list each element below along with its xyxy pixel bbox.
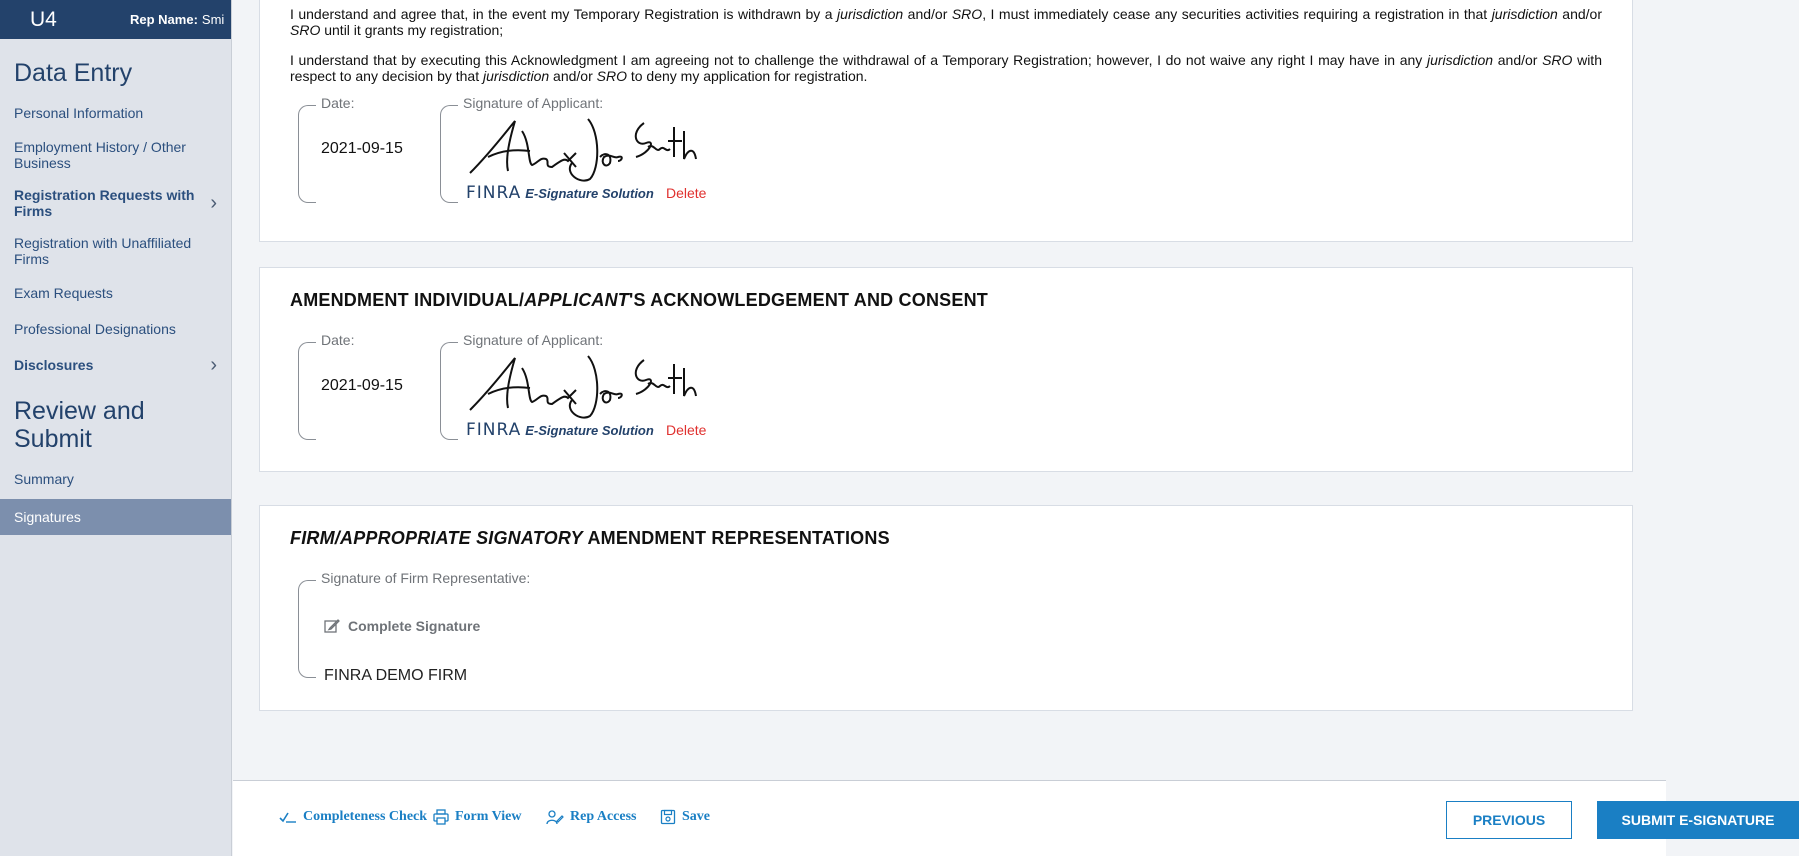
complete-signature-label: Complete Signature: [348, 618, 481, 634]
save-link[interactable]: [660, 809, 710, 825]
finra-esignature-logo: [466, 183, 654, 203]
sidebar-item-personal-information[interactable]: [0, 95, 231, 131]
form-view-label: Form View: [455, 809, 522, 824]
delete-signature-link[interactable]: Delete: [666, 422, 707, 438]
firm-representations-card: [259, 505, 1633, 711]
rep-name-label: Rep Name:: [130, 12, 198, 27]
signature-label: Signature of Applicant:: [459, 95, 607, 111]
sidebar-item-label: Summary: [14, 471, 74, 487]
temporary-registration-card: [259, 0, 1633, 242]
rep-access-link[interactable]: [546, 809, 637, 825]
finra-logo-text: FINRA: [466, 183, 522, 203]
signature-label: Signature of Applicant:: [459, 332, 607, 348]
delete-signature-link[interactable]: Delete: [666, 185, 707, 201]
previous-button[interactable]: PREVIOUS: [1446, 801, 1572, 839]
top-bar: [0, 0, 231, 39]
firm-signature-bracket: [298, 580, 316, 678]
review-submit-heading: Review and Submit: [14, 397, 145, 453]
sidebar-item-summary[interactable]: [0, 461, 231, 497]
signature-row: [260, 332, 1632, 442]
sidebar-item-label: Disclosures: [14, 357, 94, 373]
chevron-right-icon: ›: [210, 192, 217, 214]
finra-logo-text: FINRA: [466, 420, 522, 440]
form-view-link[interactable]: [433, 809, 521, 825]
sidebar-item-signatures[interactable]: [0, 499, 231, 535]
completeness-check-link[interactable]: [279, 809, 427, 825]
date-bracket: [298, 105, 316, 203]
finra-esignature-logo: [466, 420, 654, 440]
date-bracket: [298, 342, 316, 440]
date-value: 2021-09-15: [321, 377, 403, 394]
main-content: [233, 0, 1666, 780]
firm-signature-label: Signature of Firm Representative:: [317, 570, 534, 586]
firm-name: FINRA DEMO FIRM: [324, 667, 468, 684]
sidebar-item-unaffiliated-firms[interactable]: [0, 227, 231, 275]
user-edit-icon: [546, 809, 564, 825]
esignature-solution-text: E-Signature Solution: [525, 186, 654, 201]
sidebar-item-professional-designations[interactable]: [0, 311, 231, 347]
checklist-icon: [279, 810, 297, 824]
amendment-acknowledgement-card: [259, 267, 1633, 472]
sidebar-item-label: Personal Information: [14, 105, 144, 121]
esignature-solution-text: E-Signature Solution: [525, 423, 654, 438]
applicant-signature-image: [460, 113, 710, 185]
sidebar: [0, 0, 232, 856]
footer-action-bar: [233, 780, 1775, 856]
sidebar-item-label: Exam Requests: [14, 285, 113, 301]
sidebar-item-exam-requests[interactable]: [0, 275, 231, 311]
signature-bracket: [440, 342, 458, 440]
completeness-check-label: Completeness Check: [303, 809, 428, 824]
signature-row: [260, 95, 1632, 205]
sidebar-item-label: Employment History / Other Business: [14, 139, 186, 171]
date-label: Date:: [317, 332, 358, 348]
date-value: 2021-09-15: [321, 140, 403, 157]
sidebar-item-registration-requests[interactable]: [0, 179, 231, 227]
pencil-edit-icon: [324, 618, 340, 634]
save-label: Save: [682, 809, 710, 824]
amendment-acknowledgement-title: AMENDMENT INDIVIDUAL/APPLICANT'S ACKNOWLEDGEMENT AND CONSENT: [290, 290, 988, 310]
form-code: U4: [30, 7, 57, 31]
sidebar-item-label: Registration with Unaffiliated Firms: [14, 235, 192, 267]
save-icon: [660, 809, 676, 825]
printer-icon: [433, 809, 449, 825]
acknowledgement-paragraph-1: I understand and agree that, in the event my Temporary Registration is withdrawn by a jurisdiction and/or SRO, I must immediately cease any securities activities requiring a registration in that jurisdiction and/or SRO until it grants my registration;: [290, 6, 1602, 38]
applicant-signature-image: [460, 350, 710, 422]
chevron-right-icon: ›: [210, 354, 217, 376]
firm-representations-title: FIRM/APPROPRIATE SIGNATORY AMENDMENT REPRESENTATIONS: [290, 528, 890, 548]
submit-esignature-button[interactable]: SUBMIT E-SIGNATURE: [1597, 801, 1799, 839]
data-entry-heading: Data Entry: [14, 59, 133, 87]
sidebar-item-label: Professional Designations: [14, 321, 176, 337]
complete-signature-button[interactable]: [324, 618, 480, 634]
sidebar-item-label: Signatures: [14, 509, 81, 525]
signature-bracket: [440, 105, 458, 203]
sidebar-item-employment-history[interactable]: [0, 131, 231, 179]
date-label: Date:: [317, 95, 358, 111]
rep-name-value: Smi: [201, 12, 225, 27]
rep-access-label: Rep Access: [570, 809, 637, 824]
sidebar-item-label: Registration Requests with Firms: [14, 187, 195, 219]
sidebar-item-disclosures[interactable]: [0, 347, 231, 383]
acknowledgement-paragraph-2: I understand that by executing this Acknowledgment I am agreeing not to challenge the withdrawal of a Temporary Registration; however, I do not waive any right I may have in any jurisdiction and/or SRO with respect to any decision by that jurisdiction and/or SRO to deny my application for registration.: [290, 52, 1602, 84]
